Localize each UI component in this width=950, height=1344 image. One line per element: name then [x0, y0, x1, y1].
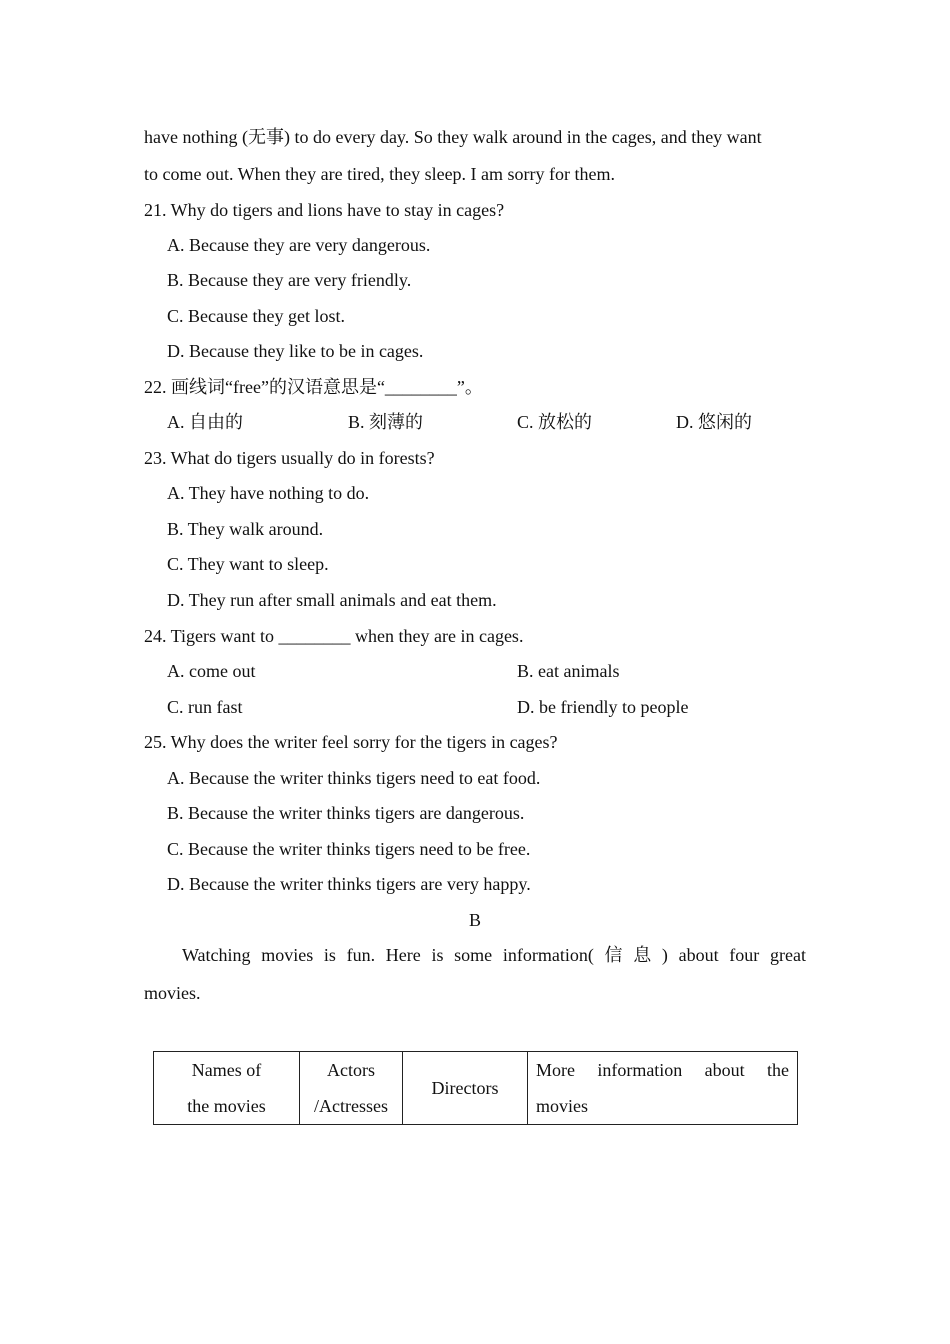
question-24-option-c: C. run fast: [167, 697, 243, 717]
intro-word: Here: [385, 945, 421, 965]
header-text: Actors: [327, 1060, 375, 1080]
question-21-option-c: C. Because they get lost.: [167, 306, 345, 326]
intro-word: 息: [633, 945, 652, 965]
header-text: [536, 1052, 789, 1088]
question-22-stem: 22. 画线词“free”的汉语意思是“________”。: [144, 377, 483, 397]
intro-word: some: [454, 945, 493, 965]
intro-word: movies: [261, 945, 314, 965]
question-22-option-c: C. 放松的: [517, 412, 593, 432]
question-24-option-b: B. eat animals: [517, 661, 620, 681]
question-24-option-a: A. come out: [167, 661, 256, 681]
header-word: information: [597, 1060, 683, 1080]
intro-word: four: [729, 945, 760, 965]
intro-word: is: [431, 945, 444, 965]
question-23-option-b: B. They walk around.: [167, 519, 324, 539]
question-24-option-d: D. be friendly to people: [517, 697, 689, 717]
question-21-stem: 21. Why do tigers and lions have to stay in cages?: [144, 200, 505, 220]
intro-word: Watching: [182, 945, 251, 965]
header-word: about: [704, 1060, 745, 1080]
table-header-row: [154, 1052, 798, 1125]
intro-word: 信: [604, 945, 623, 965]
question-25-option-b: B. Because the writer thinks tigers are dangerous.: [167, 803, 525, 823]
section-b-intro-line1: [182, 944, 806, 966]
intro-word: is: [323, 945, 336, 965]
section-b-intro-line2: movies.: [144, 983, 201, 1003]
intro-word: about: [678, 945, 719, 965]
header-cell-directors: [403, 1052, 528, 1125]
header-word: the: [766, 1060, 789, 1080]
header-word: More: [536, 1060, 575, 1080]
question-25-stem: 25. Why does the writer feel sorry for the tigers in cages?: [144, 732, 558, 752]
question-21-option-b: B. Because they are very friendly.: [167, 270, 412, 290]
intro-word: fun.: [346, 945, 376, 965]
header-text: /Actresses: [314, 1096, 388, 1116]
section-b-heading: B: [468, 910, 481, 930]
passage-line: to come out. When they are tired, they sleep. I am sorry for them.: [144, 164, 616, 184]
question-25-option-a: A. Because the writer thinks tigers need to eat food.: [167, 768, 541, 788]
movie-info-table: [153, 1051, 798, 1125]
header-text: movies: [536, 1096, 588, 1116]
header-cell-more-info: [528, 1052, 798, 1125]
header-text: the movies: [187, 1096, 266, 1116]
header-text: Directors: [431, 1078, 499, 1098]
question-21-option-d: D. Because they like to be in cages.: [167, 341, 424, 361]
header-cell-names: [154, 1052, 300, 1125]
question-22-option-b: B. 刻薄的: [348, 412, 424, 432]
intro-word: great: [769, 945, 806, 965]
question-21-option-a: A. Because they are very dangerous.: [167, 235, 431, 255]
question-22-option-a: A. 自由的: [167, 412, 243, 432]
question-23-option-c: C. They want to sleep.: [167, 554, 329, 574]
question-22-option-d: D. 悠闲的: [676, 412, 752, 432]
question-24-stem: 24. Tigers want to ________ when they are in cages.: [144, 626, 524, 646]
question-23-option-a: A. They have nothing to do.: [167, 483, 370, 503]
question-25-option-d: D. Because the writer thinks tigers are very happy.: [167, 874, 531, 894]
header-cell-actors: [300, 1052, 403, 1125]
passage-line: have nothing (无事) to do every day. So they walk around in the cages, and they want: [144, 127, 762, 147]
question-25-option-c: C. Because the writer thinks tigers need to be free.: [167, 839, 531, 859]
header-text: Names of: [191, 1060, 262, 1080]
question-23-stem: 23. What do tigers usually do in forests?: [144, 448, 435, 468]
intro-word: ): [661, 945, 668, 965]
intro-word: information(: [502, 945, 594, 965]
question-23-option-d: D. They run after small animals and eat them.: [167, 590, 497, 610]
